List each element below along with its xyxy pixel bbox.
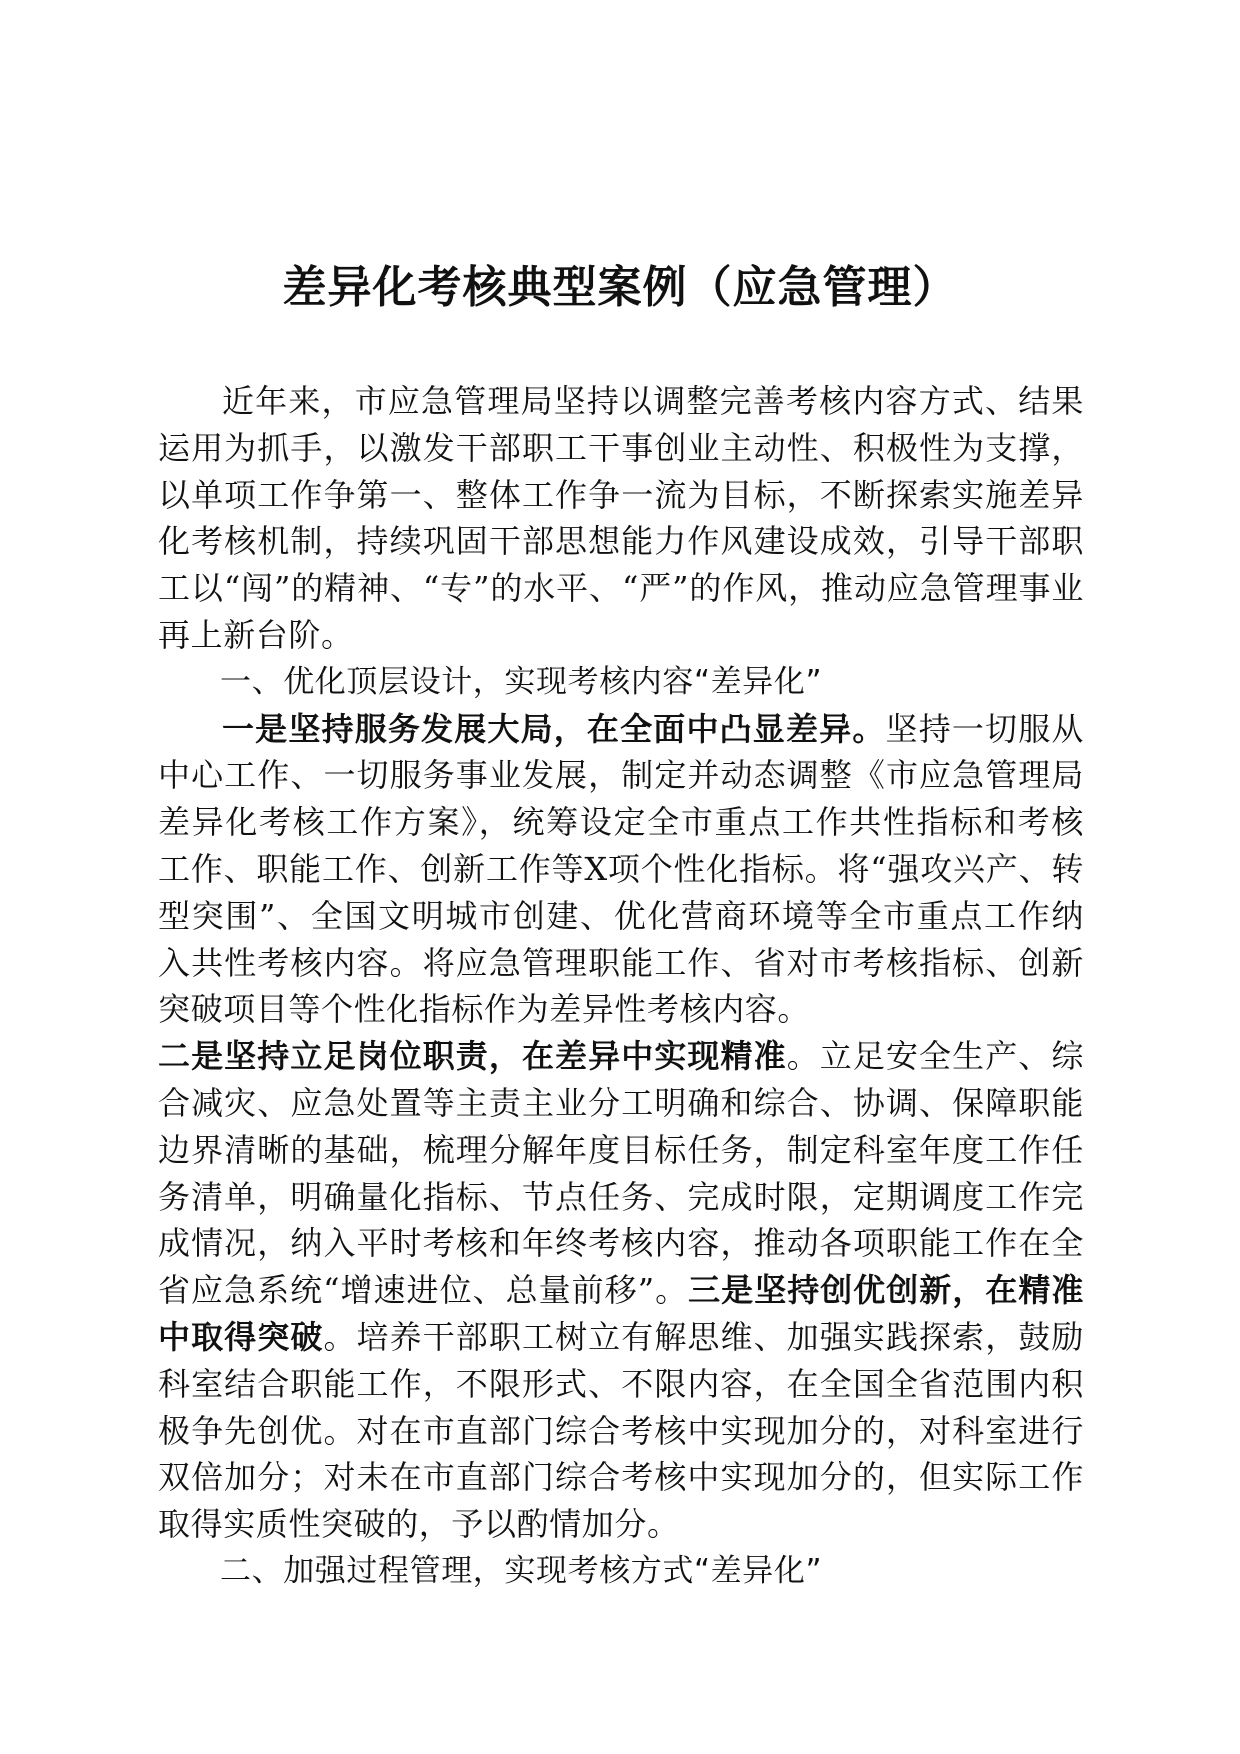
section-1-paragraph — [158, 706, 1084, 1034]
section-1-heading: 一、优化顶层设计，实现考核内容“差异化” — [220, 663, 823, 700]
point-2-text: 。立足安全生产、综合减灾、应急处置等主责主业分工明确和综合、协调、保障职能边界清晰的基础，梳理分解年度目标任务，制定科室年度工作任务清单，明确量化指标、节点任务、完成时限，定期调度工作完成情况，纳入平时考核和年终考核内容，推动各项职能工作在全省应急系统“增速进位、总量前移”。 — [158, 1037, 1084, 1310]
intro-paragraph: 近年来，市应急管理局坚持以调整完善考核内容方式、结果运用为抓手，以激发干部职工干事创业主动性、积极性为支撑，以单项工作争第一、整体工作争一流为目标，不断探索实施差异化考核机制，持续巩固干部思想能力作风建设成效，引导干部职工以“闯”的精神、“专”的水平、“严”的作风，推动应急管理事业再上新台阶。 — [158, 382, 1084, 654]
point-1-text: 坚持一切服从中心工作、一切服务事业发展，制定并动态调整《市应急管理局差异化考核工作方案》，统筹设定全市重点工作共性指标和考核工作、职能工作、创新工作等X项个性化指标。将“强攻兴产、转型突围”、全国文明城市创建、优化营商环境等全市重点工作纳入共性考核内容。将应急管理职能工作、省对市考核指标、创新突破项目等个性化指标作为差异性考核内容。 — [158, 709, 1084, 1029]
section-1-paragraph-cont — [158, 1033, 1084, 1548]
document-body — [158, 378, 1084, 1595]
section-2-heading: 二、加强过程管理，实现考核方式“差异化” — [220, 1552, 823, 1589]
point-3-lead: 三是坚持创优创新，在精准中取得突破 — [158, 1271, 1085, 1356]
point-2-lead: 二是坚持立足岗位职责，在差异中实现精准 — [158, 1037, 787, 1076]
point-3-text: 。培养干部职工树立有解思维、加强实践探索，鼓励科室结合职能工作，不限形式、不限内容，在全国全省范围内积极争先创优。对在市直部门综合考核中实现加分的，对科室进行双倍加分；对未在市直部门综合考核中实现加分的，但实际工作取得实质性突破的，予以酌情加分。 — [158, 1317, 1084, 1544]
point-1-lead: 一是坚持服务发展大局，在全面中凸显差异。 — [222, 709, 886, 748]
document-title: 差异化考核典型案例（应急管理） — [282, 262, 958, 313]
